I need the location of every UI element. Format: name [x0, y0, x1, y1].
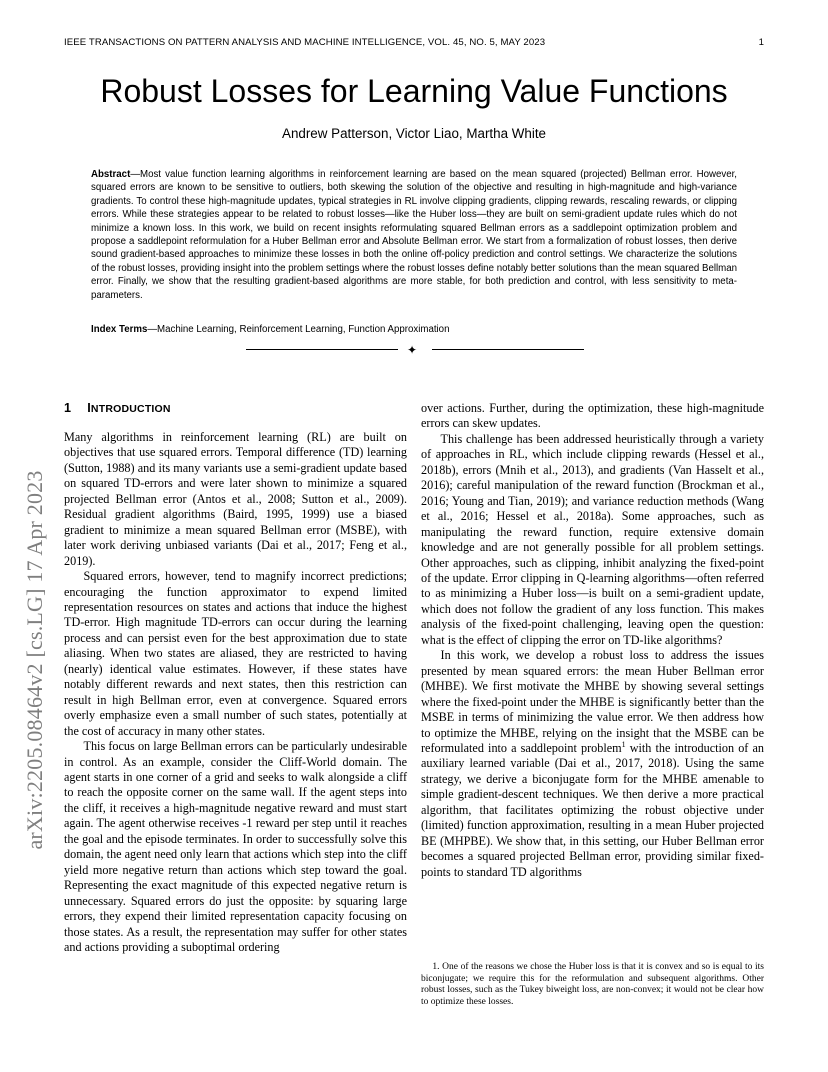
- paragraph: This challenge has been addressed heuristically through a variety of approaches in RL, which include clipping rewards (Hessel et al., 2018b), errors (Mnih et al., 2013), and gradients (Van Hasselt et al., 2016); careful manipulation of the reward function (Brockman et al., 2016; Young and Tian, 2019); and variance reduction methods (Wang et al., 2016; Hessel et al., 2018a). Some approaches, such as manipulating the reward function, require extensive domain knowledge and are not generally possible for all problem settings. Other approaches, such as clipping, inhibit analyzing the fixed-point of the update. Error clipping in Q-learning algorithms—often referred to as minimizing a Huber loss—is built on a semi-gradient update, which does not follow the gradient of any loss function. This makes analysis of the fixed-point challenging, leaving open the question: what is the effect of clipping the error on TD-like algorithms?: [421, 431, 764, 647]
- footnote: 1. One of the reasons we chose the Huber loss is that it is convex and so is equal to its biconjugate; we require this for the reformulation and subsequent algorithms. Other robust losses, such as the Tukey biweight loss, are non-convex; it would not be clear how to optimize these losses.: [421, 962, 764, 1007]
- section-divider: [246, 343, 584, 357]
- section-heading: [64, 401, 171, 415]
- paragraph: [421, 648, 764, 880]
- divider-line-left: [246, 349, 398, 350]
- author-list: Andrew Patterson, Victor Liao, Martha White: [282, 126, 546, 141]
- paragraph: Many algorithms in reinforcement learning (RL) are built on objectives that use squared errors. Temporal difference (TD) learning (Sutton, 1988) and its many variants use a semi-gradient update based on squared TD-errors and were later shown to minimize a squared projected Bellman error (Antos et al., 2008; Sutton et al., 2009). Residual gradient algorithms (Baird, 1995, 1999) use a biased gradient to minimize a mean squared Bellman error (MSBE), with later work deriving unbiased variants (Dai et al., 2017; Feng et al., 2019).: [64, 430, 407, 568]
- footnote-marker[interactable]: 1: [621, 739, 626, 749]
- page-number: 1: [758, 37, 764, 48]
- left-column: [64, 430, 407, 955]
- divider-line-right: [432, 349, 584, 350]
- paragraph: This focus on large Bellman errors can be particularly undesirable in control. As an example, consider the Cliff-World domain. The agent starts in one corner of a grid and seeks to walk alongside a cliff to reach the opposite corner on the same wall. If the agent steps into the cliff, it receives a high-magnitude negative reward and must start again. The agent otherwise receives -1 reward per step until it reaches the goal and the episode terminates. In order to successfully solve this domain, the agent need only learn that actions which step into the cliff yield more negative return than actions which step toward the goal. Representing the exact magnitude of this expected negative return is unnecessary. Squared errors do just the opposite: by squaring large errors, they expend their limited representation capacity focusing on those states. As a result, the representation may suffer for other states and actions providing a suboptimal ordering: [64, 739, 407, 954]
- section-number: 1: [64, 401, 72, 415]
- paragraph-text-continued: with the introduction of an auxiliary learned variable (Dai et al., 2017, 2018). Using the same strategy, we derive a biconjugate form for the MHBE amenable to simple gradient-descent techniques. We then derive a more practical algorithm, that facilitates optimizing the robust objective under (limited) function approximation, resulting in a mean Huber projected BE (MHPBE). We show that, in this setting, our Huber Bellman error becomes a squared projected Bellman error, providing similar fixed-points to standard TD algorithms: [421, 740, 764, 879]
- section-initial: I: [87, 401, 91, 415]
- right-column: [421, 401, 764, 880]
- abstract: [91, 168, 737, 302]
- paper-title: Robust Losses for Learning Value Functions: [100, 73, 728, 109]
- abstract-text: —Most value function learning algorithms in reinforcement learning are based on the mean squared (projected) Bellman error. However, squared errors are known to be sensitive to outliers, both skewing the solution of the objective and resulting in high-magnitude and high-variance gradients. To control these high-magnitude updates, typical strategies in RL involve clipping gradients, clipping rewards, rescaling rewards, or clipping errors. While these strategies appear to be related to robust losses—like the Huber loss—they are built on semi-gradient update rules which do not minimize a known loss. In this work, we build on recent insights reformulating squared Bellman errors as a saddlepoint optimization problem and propose a saddlepoint reformulation for a Huber Bellman error and Absolute Bellman error. We start from a formalization of robust losses, then derive sound gradient-based approaches to minimize these losses in both the online off-policy prediction and control settings. We characterize the solutions of the robust losses, providing insight into the problem settings where the robust losses define notably better solutions than the mean squared Bellman error. Finally, we show that the resulting gradient-based algorithms are more stable, for both prediction and control, with less sensitivity to meta-parameters.: [91, 169, 737, 301]
- index-terms-label: Index Terms: [91, 324, 148, 335]
- arxiv-stamp: [22, 470, 47, 850]
- index-terms: [91, 323, 737, 336]
- section-title-rest: NTRODUCTION: [90, 403, 171, 415]
- paragraph: Squared errors, however, tend to magnify incorrect predictions; encouraging the function approximator to expend limited representation resources on states and actions that induce the highest TD-error. High magnitude TD-errors can occur during the learning process and can persist even for the best approximation due to state aliasing. When two states are aliased, they are restricted to having (nearly) identical value estimates. However, if these states have notably different rewards and next states, then this restriction can result in high Bellman error, even at convergence. Squared errors overly emphasize even a small number of such states, potentially at the cost of accuracy in many other states.: [64, 569, 407, 738]
- abstract-label: Abstract: [91, 169, 131, 180]
- journal-header: IEEE TRANSACTIONS ON PATTERN ANALYSIS AND MACHINE INTELLIGENCE, VOL. 45, NO. 5, MAY 2023: [64, 37, 546, 48]
- paragraph-text: In this work, we develop a robust loss to address the issues presented by mean squared errors: the mean Huber Bellman error (MHBE). We first motivate the MHBE by showing several settings where the fixed-point under the MHBE is significantly better than the MSBE in terms of minimizing the value error. We then address how to optimize the MHBE, relying on the insight that the MSBE can be reformulated into a saddlepoint problem: [421, 648, 764, 755]
- divider-diamond-icon: ✦: [407, 343, 418, 357]
- paragraph: over actions. Further, during the optimization, these high-magnitude errors can skew updates.: [421, 401, 764, 431]
- index-terms-text: —Machine Learning, Reinforcement Learning, Function Approximation: [147, 324, 450, 335]
- arxiv-identifier: arXiv:2205.08464v2 [cs.LG] 17 Apr 2023: [22, 470, 47, 850]
